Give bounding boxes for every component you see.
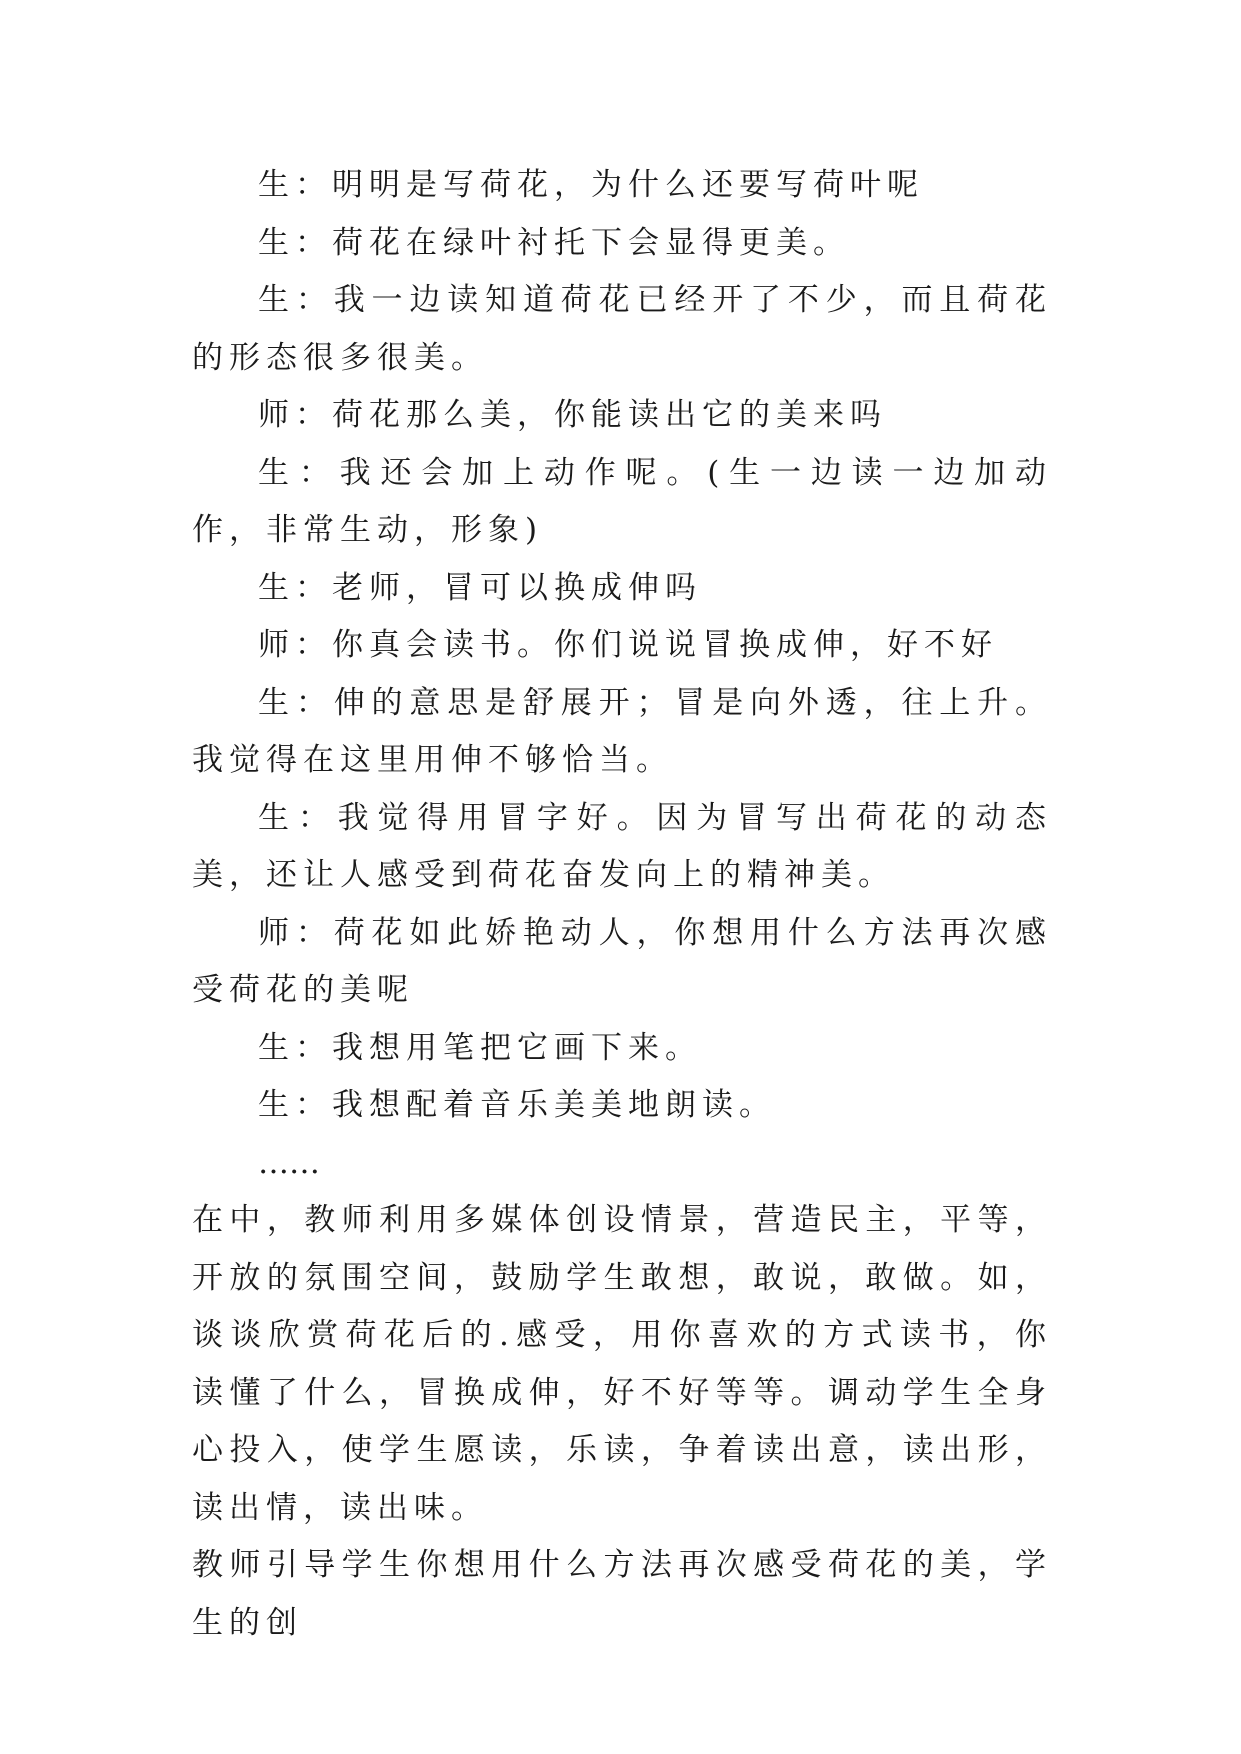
commentary-paragraph: 教师引导学生你想用什么方法再次感受荷花的美，学生的创 xyxy=(192,1547,1052,1641)
dialogue-line: 师：荷花如此娇艳动人，你想用什么方法再次感受荷花的美呢 xyxy=(192,914,1052,1008)
dialogue-line: 生：我一边读知道荷花已经开了不少，而且荷花的形态很多很美。 xyxy=(192,282,1052,376)
document-body xyxy=(192,157,1052,1652)
commentary-paragraph: 在中，教师利用多媒体创设情景，营造民主，平等，开放的氛围空间，鼓励学生敢想，敢说，敢做。如，谈谈欣赏荷花后的.感受，用你喜欢的方式读书，你读懂了什么，冒换成伸，好不好等等。调动学生全身心投入，使学生愿读，乐读，争着读出意，读出形，读出情，读出味。 xyxy=(192,1202,1052,1526)
dialogue-line: 生：我觉得用冒字好。因为冒写出荷花的动态美，还让人感受到荷花奋发向上的精神美。 xyxy=(192,799,1052,893)
dialogue-line: 师：荷花那么美，你能读出它的美来吗 xyxy=(258,397,887,433)
dialogue-line: 师：你真会读书。你们说说冒换成伸，好不好 xyxy=(258,627,998,663)
dialogue-line: 生：我还会加上动作呢。(生一边读一边加动作，非常生动，形象) xyxy=(192,454,1052,548)
dialogue-line: 生：明明是写荷花，为什么还要写荷叶呢 xyxy=(258,167,924,203)
ellipsis-line: …… xyxy=(258,1144,320,1181)
dialogue-line: 生：我想用笔把它画下来。 xyxy=(258,1029,702,1066)
dialogue-line: 生：荷花在绿叶衬托下会显得更美。 xyxy=(258,224,850,261)
dialogue-line: 生：我想配着音乐美美地朗读。 xyxy=(258,1087,776,1123)
dialogue-line: 生：老师，冒可以换成伸吗 xyxy=(258,569,702,606)
dialogue-line: 生：伸的意思是舒展开；冒是向外透，往上升。我觉得在这里用伸不够恰当。 xyxy=(192,684,1052,778)
